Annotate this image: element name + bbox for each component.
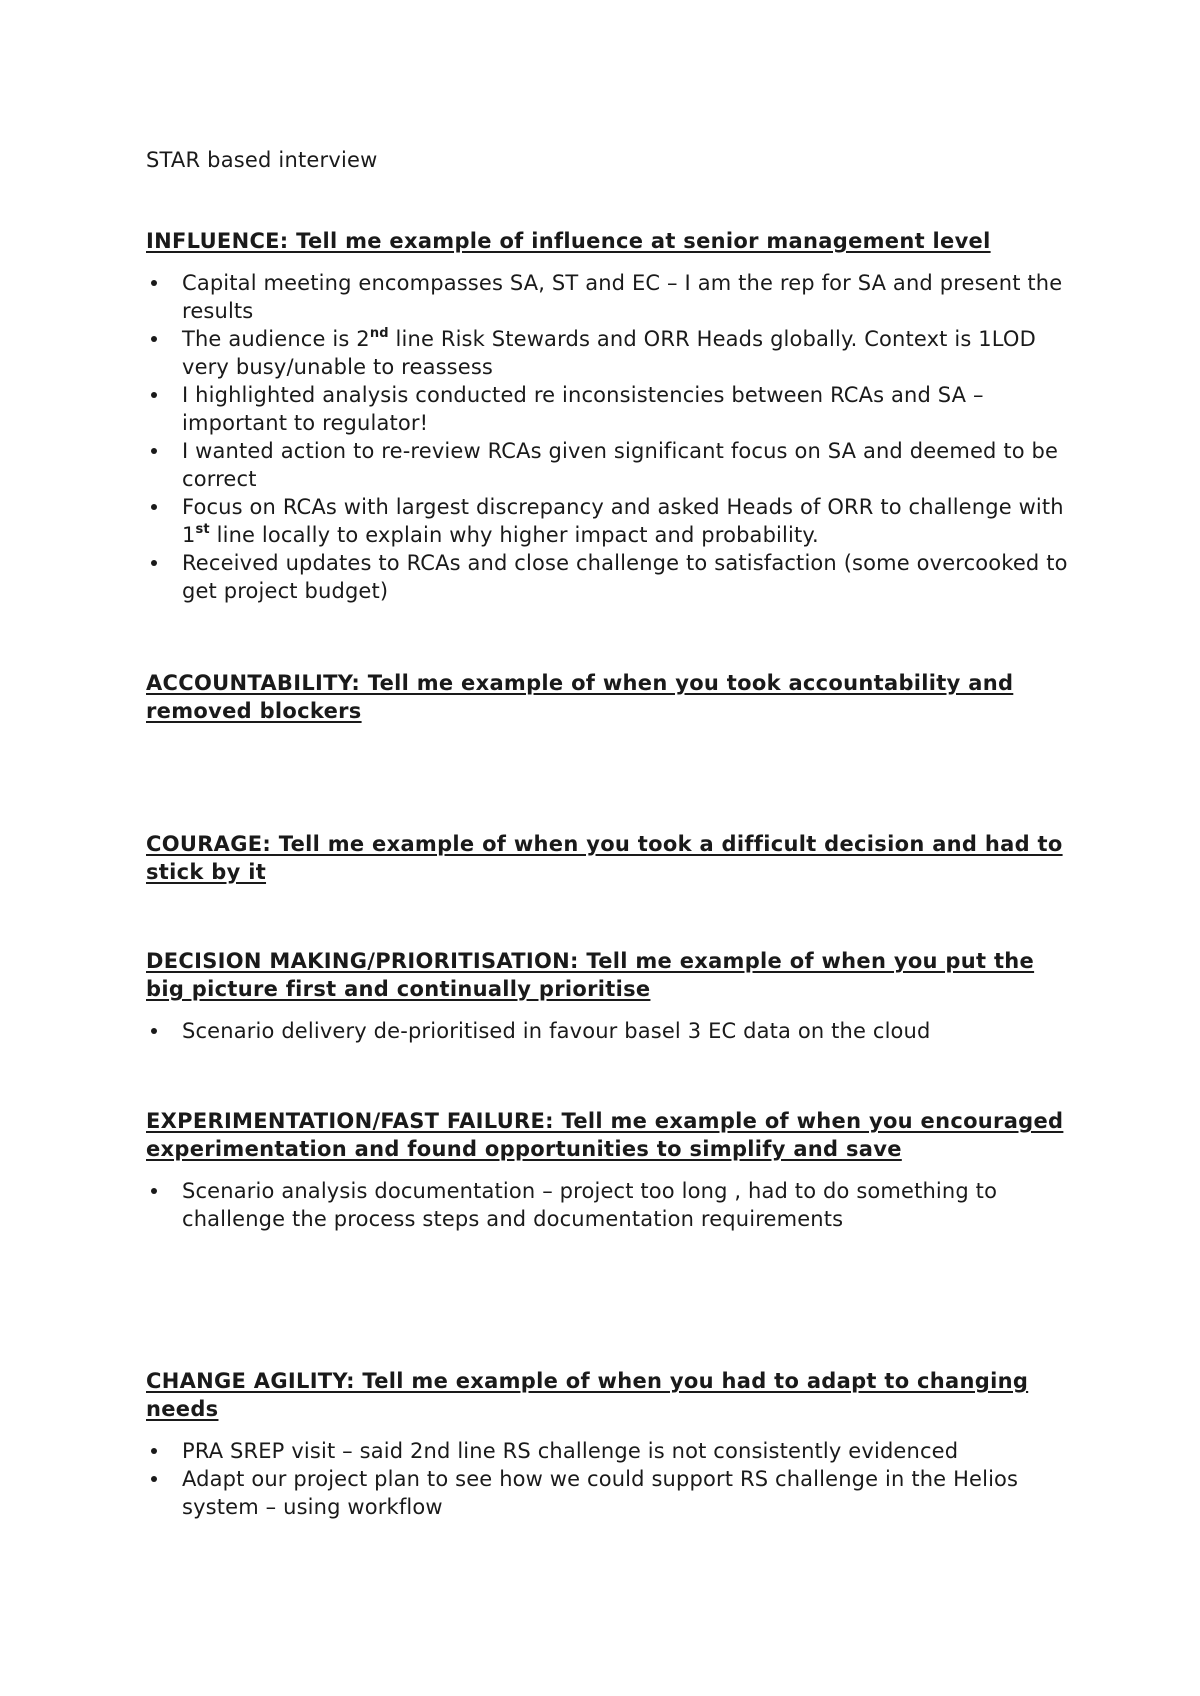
section-heading-decision-making: DECISION MAKING/PRIORITISATION: Tell me example of when you put the big picture first and continually prioritise [146, 949, 1035, 1001]
bullet-list-influence [146, 269, 1076, 605]
section-influence [146, 227, 1076, 605]
bullet-text: line Risk Stewards and ORR Heads globally. Context is 1LOD very busy/unable to reassess [182, 327, 1036, 379]
list-item [146, 549, 1076, 605]
bullet-text: PRA SREP visit – said 2nd line RS challenge is not consistently evidenced [182, 1439, 959, 1463]
section-heading-influence: INFLUENCE: Tell me example of influence at senior management level [146, 229, 991, 253]
bullet-text: I highlighted analysis conducted re inconsistencies between RCAs and SA – important to regulator! [182, 383, 984, 435]
bullet-text: Capital meeting encompasses SA, ST and EC – I am the rep for SA and present the results [182, 271, 1063, 323]
list-item [146, 1017, 1076, 1045]
bullet-text: Scenario delivery de-prioritised in favour basel 3 EC data on the cloud [182, 1019, 931, 1043]
list-item [146, 493, 1076, 549]
bullet-text: I wanted action to re-review RCAs given significant focus on SA and deemed to be correct [182, 439, 1059, 491]
bullet-list-change-agility [146, 1437, 1076, 1521]
superscript: st [195, 522, 210, 537]
section-accountability [146, 669, 1076, 725]
bullet-text: Scenario analysis documentation – project too long , had to do something to challenge the process steps and documentation requirements [182, 1179, 998, 1231]
bullet-list-decision-making [146, 1017, 1076, 1045]
section-heading-accountability: ACCOUNTABILITY: Tell me example of when you took accountability and removed blockers [146, 671, 1014, 723]
section-heading-change-agility: CHANGE AGILITY: Tell me example of when you had to adapt to changing needs [146, 1369, 1029, 1421]
bullet-text: Focus on RCAs with largest discrepancy and asked Heads of ORR to challenge with 1 [182, 495, 1064, 547]
list-item [146, 269, 1076, 325]
list-item [146, 381, 1076, 437]
bullet-text: Received updates to RCAs and close challenge to satisfaction (some overcooked to get project budget) [182, 551, 1068, 603]
list-item [146, 437, 1076, 493]
section-courage [146, 830, 1076, 886]
bullet-list-experimentation [146, 1177, 1076, 1233]
document-title: STAR based interview [146, 148, 378, 172]
bullet-text: Adapt our project plan to see how we could support RS challenge in the Helios system – using workflow [182, 1467, 1019, 1519]
list-item [146, 325, 1076, 381]
bullet-text: line locally to explain why higher impact and probability. [209, 523, 819, 547]
list-item [146, 1177, 1076, 1233]
section-decision-making [146, 947, 1076, 1045]
bullet-text: The audience is 2 [182, 327, 370, 351]
section-change-agility [146, 1367, 1076, 1521]
section-experimentation [146, 1107, 1076, 1233]
list-item [146, 1437, 1076, 1465]
section-heading-experimentation: EXPERIMENTATION/FAST FAILURE: Tell me example of when you encouraged experimentation and found opportunities to simplify and save [146, 1109, 1064, 1161]
superscript: nd [369, 326, 389, 341]
section-heading-courage: COURAGE: Tell me example of when you took a difficult decision and had to stick by it [146, 832, 1063, 884]
list-item [146, 1465, 1076, 1521]
